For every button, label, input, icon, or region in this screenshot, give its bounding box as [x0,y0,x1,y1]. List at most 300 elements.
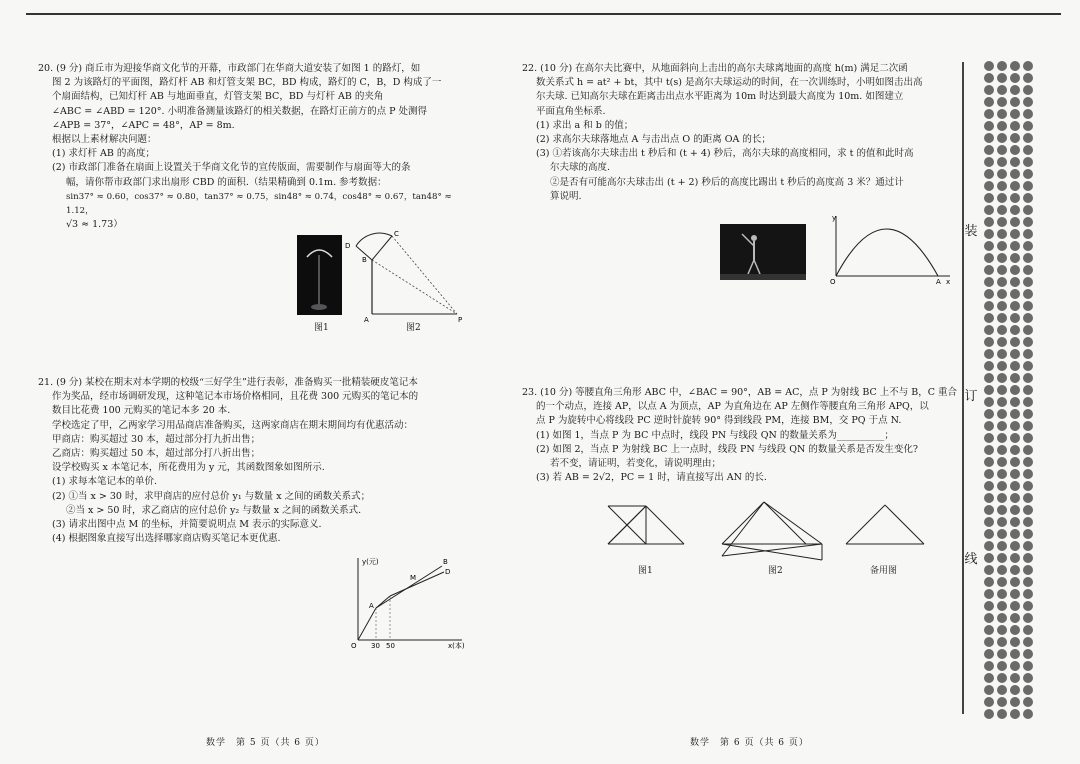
binding-dot [1023,217,1033,227]
binding-dot [1010,397,1020,407]
binding-dot [984,541,994,551]
q23-line: 点 P 为旋转中心将线段 PC 逆时针旋转 90° 得到线段 PM，连接 BM，交 PQ 于点 N. [536,415,902,427]
binding-dot [997,229,1007,239]
q23-fig3-caption: 备用图 [870,566,898,576]
binding-dot [1023,133,1033,143]
label-D: D [445,568,451,576]
binding-dot [1010,541,1020,551]
binding-dot [984,649,994,659]
binding-dot [1010,649,1020,659]
q23-fig1-caption: 图1 [638,566,653,576]
binding-dot [1023,649,1033,659]
binding-dot [997,457,1007,467]
binding-dot [997,289,1007,299]
binding-dot [984,181,994,191]
binding-dot [997,253,1007,263]
binding-dot [984,517,994,527]
binding-dot [1023,277,1033,287]
label-B: B [362,256,367,264]
binding-dot [997,541,1007,551]
binding-dot [1023,637,1033,647]
binding-dot [997,205,1007,215]
binding-dot [1023,625,1033,635]
binding-dot [1023,349,1033,359]
binding-dot [997,145,1007,155]
binding-dot [1023,565,1033,575]
binding-dot [984,457,994,467]
binding-dot [1010,97,1020,107]
binding-dot [1010,289,1020,299]
binding-dot [984,97,994,107]
binding-dot [984,193,994,203]
binding-dot [984,685,994,695]
binding-dot [1023,589,1033,599]
binding-dot [1010,481,1020,491]
binding-dot [984,385,994,395]
binding-dot [1023,181,1033,191]
binding-dot [984,637,994,647]
label-A: A [364,316,369,324]
q20-line: ∠APB = 37°，∠APC = 48°，AP = 8m. [52,119,235,131]
binding-dot [997,589,1007,599]
binding-dot [997,613,1007,623]
label-y-axis: y(元) [362,558,379,566]
q21-line: (3) 请求出图中点 M 的坐标，并简要说明点 M 表示的实际意义. [52,519,322,531]
binding-dot [984,481,994,491]
q23-line: (2) 如图 2，当点 P 为射线 BC 上一点时，线段 PN 与线段 QN 的数量关系是否发生变化? [536,443,918,455]
binding-dot [984,553,994,563]
binding-dot [1010,517,1020,527]
binding-dot [997,445,1007,455]
binding-dot [984,145,994,155]
q21-line: 学校选定了甲，乙两家学习用品商店准备购买，这两家商店在期末期间均有优惠活动： [52,419,414,431]
q22-line: 尔夫球的高度. [550,162,611,174]
binding-dot [984,505,994,515]
binding-char-bottom: 线 [964,552,978,567]
q22-line: 22. (10 分) 在高尔夫比赛中，从地面斜向上击出的高尔夫球离地面的高度 h(m) 满足二次函 [522,63,908,74]
binding-dot [997,433,1007,443]
binding-dot [984,469,994,479]
binding-dot [1010,253,1020,263]
binding-dot [997,85,1007,95]
binding-dot [1023,421,1033,431]
binding-dot [997,121,1007,131]
q23-line: 若不变，请证明，若变化，请说明理由； [550,458,722,470]
binding-dot [1023,613,1033,623]
label-y: y [832,214,837,222]
binding-dot [1010,193,1020,203]
binding-dot [984,577,994,587]
binding-dot [997,265,1007,275]
binding-dot [1010,73,1020,83]
binding-dot [984,205,994,215]
binding-dot [1023,469,1033,479]
binding-dot [1023,193,1033,203]
q22-line: 尔夫球. 已知高尔夫球在距离击出点水平距离为 10m 时达到最大高度为 10m. 如图建立 [536,91,904,103]
binding-dot [1023,97,1033,107]
q20-line: sin37° ≈ 0.60，cos37° ≈ 0.80，tan37° ≈ 0.75，sin48° ≈ 0.74，cos48° ≈ 0.67，tan48° ≈ 1.12， [66,191,452,217]
question-20 [38,62,478,232]
q23-line: 的一个动点，连接 AP，以点 A 为顶点，AP 为直角边在 AP 左侧作等腰直角三角形 APQ，以 [536,401,929,413]
binding-dot [997,157,1007,167]
binding-dot [997,685,1007,695]
q21-line: 甲商店：购买超过 30 本，超过部分打九折出售； [52,433,261,445]
binding-dot [1023,85,1033,95]
binding-dot [1023,529,1033,539]
label-50: 50 [386,642,395,650]
binding-dot [984,697,994,707]
binding-dot [984,253,994,263]
binding-dot [1023,457,1033,467]
binding-dot [997,73,1007,83]
label-M: M [410,574,417,582]
binding-dot [984,661,994,671]
binding-dot [1023,301,1033,311]
binding-dot [997,361,1007,371]
top-rule [26,13,1061,15]
binding-dot [984,673,994,683]
binding-dot [997,109,1007,119]
binding-dot [984,601,994,611]
q21-line: ②当 x > 50 时，求乙商店的应付总价 y₂ 与数量 x 之间的函数关系式. [66,504,362,516]
q20-fig1-caption: 图1 [314,323,329,333]
binding-dot [997,601,1007,611]
binding-dot [997,217,1007,227]
binding-dot [1023,265,1033,275]
binding-dot [1023,517,1033,527]
binding-dot [984,217,994,227]
binding-dot [1010,469,1020,479]
q21-line: 数目比花费 100 元购买的笔记本多 20 本. [52,405,231,417]
binding-dot [984,433,994,443]
binding-dot [1010,685,1020,695]
binding-dot [1010,661,1020,671]
binding-dot [997,397,1007,407]
binding-dot [1010,121,1020,131]
binding-dot [1010,433,1020,443]
binding-dot [997,277,1007,287]
binding-dot [997,313,1007,323]
q21-line: 设学校购买 x 本笔记本，所花费用为 y 元，其函数图象如图所示. [52,462,325,474]
binding-dot [1023,361,1033,371]
q23-line: 23. (10 分) 等腰直角三角形 ABC 中，∠BAC = 90°，AB = AC，点 P 为射线 BC 上不与 B，C 重合 [522,387,958,398]
binding-dot [984,85,994,95]
q20-line: 幅，请你帮市政部门求出扇形 CBD 的面积.（结果精确到 0.1m. 参考数据： [66,176,387,188]
q22-line: 平面直角坐标系. [536,105,606,117]
binding-dot [1023,373,1033,383]
q22-line: (3) ①若该高尔夫球击出 t 秒后和 (t + 4) 秒后，高尔夫球的高度相同，求 t 的值和此时高 [536,148,914,160]
label-A: A [369,602,374,610]
binding-dot [997,697,1007,707]
binding-dot [1010,409,1020,419]
binding-dot [1023,541,1033,551]
binding-char-middle: 订 [964,389,978,404]
binding-dot [1023,313,1033,323]
binding-dot [1023,205,1033,215]
q20-line: 图 2 为该路灯的平面图，路灯杆 AB 和灯管支架 BC，BD 构成，路灯的 C，B，D 构成了一 [52,77,442,89]
binding-dot [984,349,994,359]
binding-dot [984,373,994,383]
binding-dot [1010,601,1020,611]
binding-dot [1023,601,1033,611]
binding-dot [1023,709,1033,719]
binding-dot [984,301,994,311]
binding-dot [1010,637,1020,647]
q20-line: √3 ≈ 1.73） [66,219,123,231]
binding-dot [997,553,1007,563]
binding-dot [1010,361,1020,371]
binding-dot [1010,181,1020,191]
q21-line: (2) ①当 x > 30 时，求甲商店的应付总价 y₁ 与数量 x 之间的函数关系式； [52,490,371,502]
binding-dot [1010,133,1020,143]
question-22 [522,62,960,204]
binding-dot [1010,493,1020,503]
binding-dot [1010,613,1020,623]
binding-dot [1010,385,1020,395]
binding-dot [1023,241,1033,251]
binding-dot [984,565,994,575]
binding-dot [1023,685,1033,695]
binding-dot [997,481,1007,491]
binding-dot [997,169,1007,179]
binding-dot [997,301,1007,311]
binding-dot [1023,73,1033,83]
binding-dot [984,277,994,287]
binding-dot [984,133,994,143]
binding-dot [984,229,994,239]
binding-dot [984,613,994,623]
binding-dot [984,121,994,131]
binding-dot [1010,445,1020,455]
binding-dot [1010,373,1020,383]
binding-dot [1010,589,1020,599]
q21-line: 21. (9 分) 某校在期末对本学期的校级“三好学生”进行表彰，准备购买一批精装硬皮笔记本 [38,377,418,388]
binding-dot [984,421,994,431]
binding-dot [1010,277,1020,287]
q22-line: (1) 求出 a 和 b 的值； [536,119,634,131]
q23-fig2 [712,494,836,566]
binding-dot [984,493,994,503]
q23-line: (3) 若 AB = 2√2，PC = 1 时，请直接写出 AN 的长. [536,472,767,484]
binding-dot [1010,229,1020,239]
binding-dot [1010,625,1020,635]
label-P: P [458,316,463,324]
binding-dot [1010,145,1020,155]
binding-dot [1010,265,1020,275]
binding-dot [997,625,1007,635]
binding-dot [1010,529,1020,539]
q23-line: (1) 如图 1，当点 P 为 BC 中点时，线段 PN 与线段 QN 的数量关系为__________； [536,429,894,441]
binding-char-top: 装 [964,224,978,239]
binding-dot [1023,385,1033,395]
label-C: C [394,230,399,238]
label-O: O [830,278,836,286]
binding-dot [984,265,994,275]
binding-dot [1010,673,1020,683]
binding-dot [1023,337,1033,347]
q20-line: 个扇面结构，已知灯杆 AB 与地面垂直，灯管支架 BC，BD 与灯杆 AB 的夹角 [52,91,384,103]
footer-right: 数学 第 6 页（共 6 页） [690,738,809,748]
label-x-axis: x(本) [448,642,465,650]
binding-dot [1023,697,1033,707]
q20-line: (1) 求灯杆 AB 的高度； [52,148,155,160]
binding-dot [1023,121,1033,131]
golfer-photo [720,224,806,280]
binding-dot [1023,433,1033,443]
q21-line: 乙商店：购买超过 50 本，超过部分打八折出售； [52,448,261,460]
binding-dot [984,361,994,371]
binding-dot [997,241,1007,251]
binding-dot [1010,157,1020,167]
binding-dot [1010,325,1020,335]
binding-dot [1023,493,1033,503]
q21-line: (1) 求每本笔记本的单价. [52,476,157,488]
q23-fig2-caption: 图2 [768,566,783,576]
binding-dot [1023,445,1033,455]
binding-dot [997,577,1007,587]
binding-dot [1023,145,1033,155]
binding-dot [984,289,994,299]
binding-dot [997,649,1007,659]
binding-dot [1010,337,1020,347]
binding-dot [1023,109,1033,119]
binding-dot [997,325,1007,335]
binding-dot [984,61,994,71]
binding-dot [984,409,994,419]
binding-dot [997,493,1007,503]
binding-dot [984,625,994,635]
binding-dot [1023,673,1033,683]
q21-graph [340,552,470,652]
binding-dot [997,661,1007,671]
streetlight-photo [297,235,342,315]
binding-dot [997,673,1007,683]
q21-line: 作为奖品，经市场调研发现，这种笔记本市场价格相同，且花费 300 元购买的笔记本的 [52,391,419,403]
binding-dot [1023,61,1033,71]
binding-dot [1010,565,1020,575]
binding-dot [984,169,994,179]
q22-line: (2) 求高尔夫球落地点 A 与击出点 O 的距离 OA 的长； [536,134,771,146]
binding-dot [984,397,994,407]
binding-dot [997,385,1007,395]
binding-dot [997,193,1007,203]
q22-graph [826,212,956,288]
label-30: 30 [371,642,380,650]
label-x: x [946,278,951,286]
binding-dot [984,73,994,83]
binding-dot [1023,409,1033,419]
q20-line: ∠ABC = ∠ABD = 120°. 小明准备测量该路灯的相关数据，在路灯正前方的点 P 处测得 [52,105,428,117]
binding-dot [984,241,994,251]
footer-left: 数学 第 5 页（共 6 页） [206,738,325,748]
binding-dot [997,349,1007,359]
binding-dot [984,313,994,323]
question-23 [522,386,960,485]
binding-dot [1010,577,1020,587]
q20-line: 根据以上素材解决问题： [52,134,157,146]
binding-dot [1010,109,1020,119]
binding-dot-pattern [983,60,1035,720]
binding-dot [1010,61,1020,71]
binding-dot [997,709,1007,719]
binding-dot [997,469,1007,479]
binding-dot [1010,349,1020,359]
binding-dot [1010,457,1020,467]
binding-dot [997,517,1007,527]
binding-dot [984,109,994,119]
binding-dot [997,505,1007,515]
binding-dot [984,529,994,539]
binding-dot [1010,697,1020,707]
q22-line: 算说明. [550,190,582,202]
binding-dot [1023,661,1033,671]
q23-fig3 [840,494,930,556]
binding-dot [997,97,1007,107]
binding-dot [1010,505,1020,515]
binding-dot [1010,421,1020,431]
binding-dot [1010,169,1020,179]
binding-dot [1023,289,1033,299]
binding-dot [1010,217,1020,227]
binding-dot [997,637,1007,647]
binding-dot [1010,85,1020,95]
binding-dot [997,565,1007,575]
binding-dot [997,373,1007,383]
binding-dot [1010,709,1020,719]
binding-dot [984,709,994,719]
binding-dot [1023,229,1033,239]
binding-dot [1010,241,1020,251]
binding-dot [1023,481,1033,491]
binding-dot [997,529,1007,539]
binding-dot [1010,205,1020,215]
binding-dot [1023,325,1033,335]
question-21 [38,376,478,546]
binding-dot [1010,553,1020,563]
q20-fig2-diagram [342,226,467,326]
binding-dot [1023,169,1033,179]
binding-dot [997,337,1007,347]
q20-line: (2) 市政部门准备在扇面上设置关于华商文化节的宣传版面，需要制作与扇面等大的条 [52,162,411,174]
binding-dot [1023,505,1033,515]
q22-line: 数关系式 h = at² + bt，其中 t(s) 是高尔夫球运动的时间，在一次训练时，小明如图击出高 [536,77,923,89]
label-B: B [443,558,448,566]
binding-dot [997,133,1007,143]
binding-dot [1023,397,1033,407]
binding-dot [997,421,1007,431]
binding-dot [997,181,1007,191]
binding-dot [997,409,1007,419]
label-O: O [351,642,357,650]
q23-fig1 [598,494,694,556]
binding-dot [1010,313,1020,323]
binding-dot [984,157,994,167]
binding-dot [984,325,994,335]
q21-line: (4) 根据图象直接写出选择哪家商店购买笔记本更优惠. [52,533,281,545]
label-A: A [936,278,941,286]
binding-dot [984,337,994,347]
label-D: D [345,242,351,250]
binding-dot [1023,157,1033,167]
binding-dot [1023,253,1033,263]
binding-dot [997,61,1007,71]
binding-dot [984,589,994,599]
binding-dot [1010,301,1020,311]
q20-fig2-caption: 图2 [406,323,421,333]
binding-dot [1023,553,1033,563]
q20-line: 20. (9 分) 商丘市为迎接华商文化节的开幕，市政部门在华商大道安装了如图 1 的路灯，如 [38,63,421,74]
q22-line: ②是否有可能高尔夫球击出 (t + 2) 秒后的高度比踢出 t 秒后的高度高 3 米？通过计 [550,176,904,188]
